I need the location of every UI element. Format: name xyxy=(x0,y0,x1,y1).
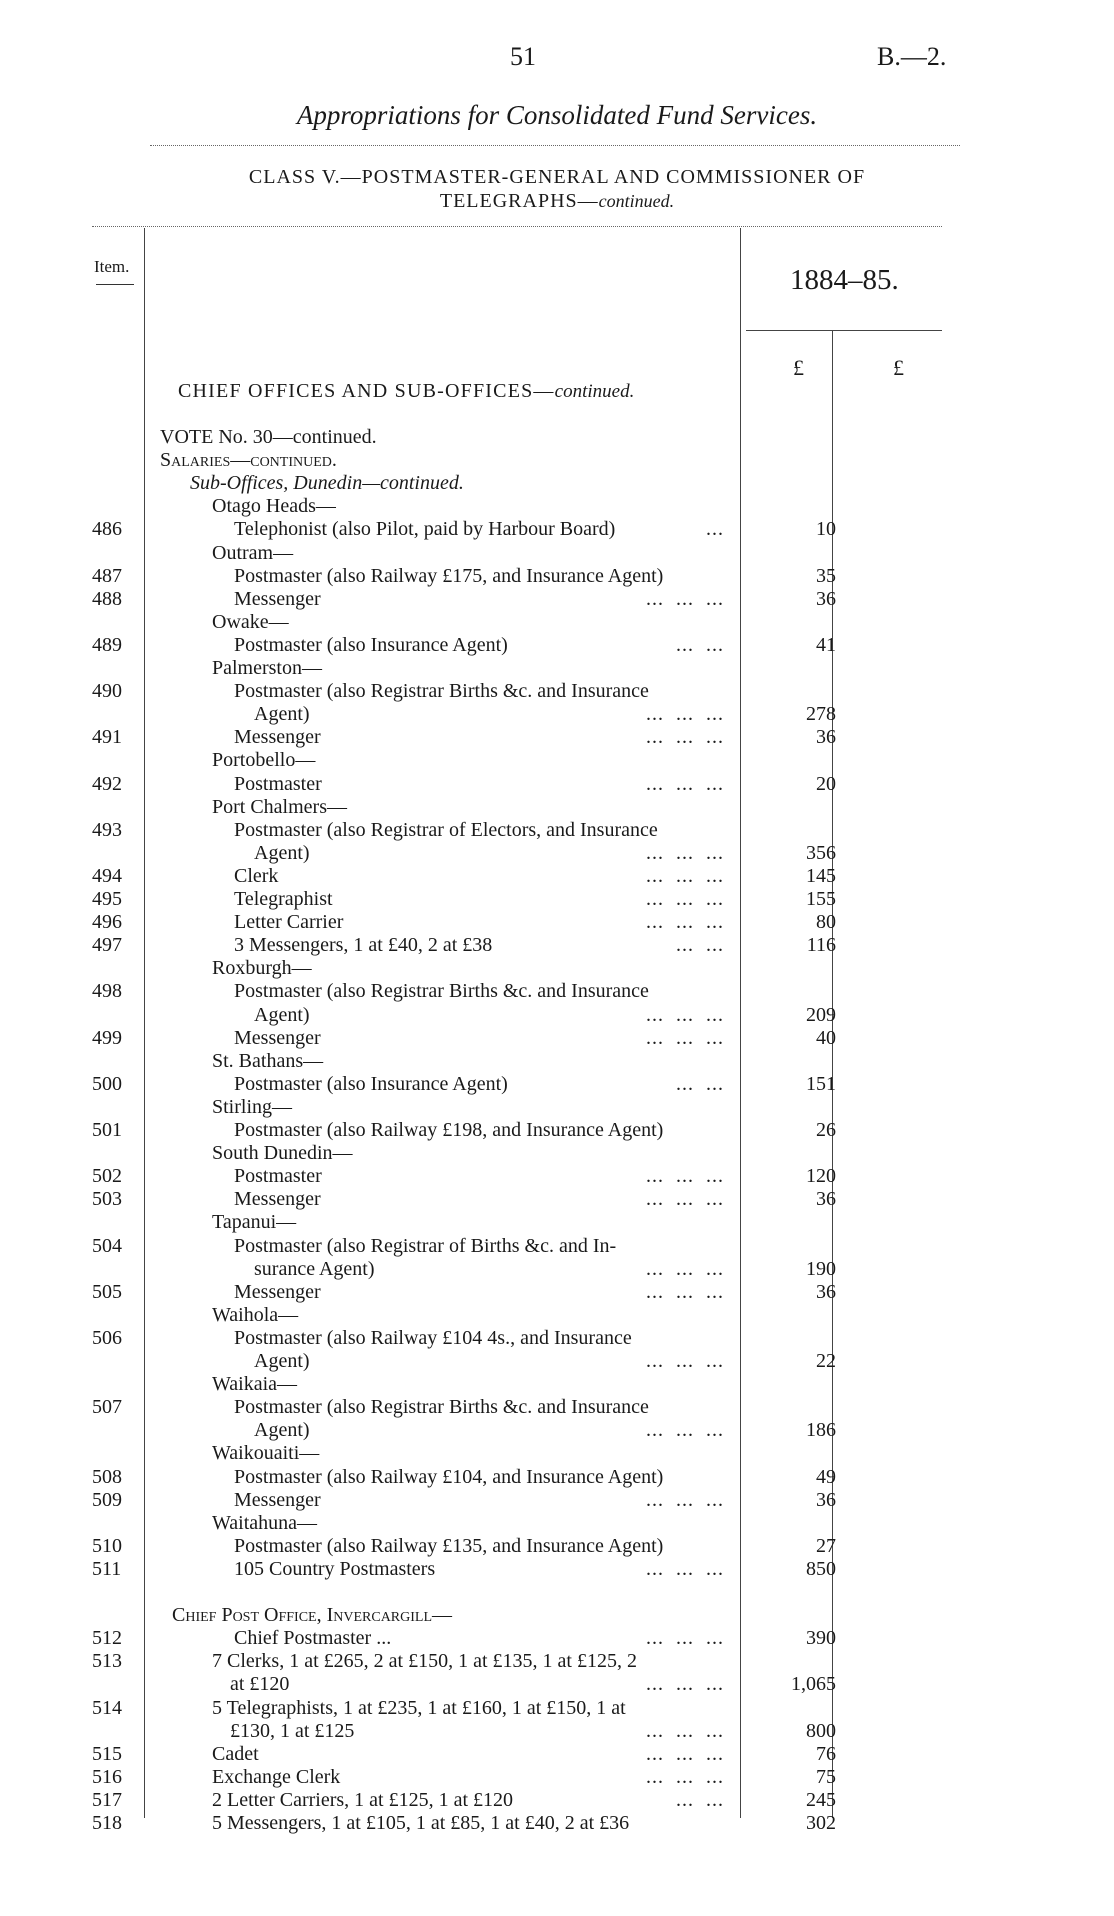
leader-dots: ... ... ... xyxy=(646,1488,724,1511)
item-number: 490 xyxy=(92,680,122,703)
table-row xyxy=(0,1742,1114,1766)
table-row xyxy=(0,541,1114,565)
table-row xyxy=(0,1095,1114,1119)
item-description: Messenger xyxy=(234,587,321,610)
page-number: 51 xyxy=(510,42,536,71)
amount-1884-85: 26 xyxy=(816,1119,836,1141)
class-heading-line2: TELEGRAPHS—continued. xyxy=(439,190,675,212)
item-number: 488 xyxy=(92,587,122,610)
item-description: Telephonist (also Pilot, paid by Harbour Board) xyxy=(234,518,616,541)
item-header-underline xyxy=(96,284,134,285)
table-row xyxy=(0,956,1114,980)
leader-dots: ... ... ... xyxy=(646,726,724,749)
item-number: 513 xyxy=(92,1650,122,1673)
amount-1884-85: 190 xyxy=(806,1257,836,1280)
item-description: Portobello— xyxy=(212,749,316,772)
table-row xyxy=(0,587,1114,611)
leader-dots: ... ... ... xyxy=(646,1280,724,1303)
amount-1884-85: 36 xyxy=(816,1488,836,1511)
table-row xyxy=(0,795,1114,819)
table-row xyxy=(0,1141,1114,1165)
amount-1884-85: 20 xyxy=(816,772,836,795)
amount-1884-85: 1,065 xyxy=(791,1673,836,1696)
item-description: Exchange Clerk xyxy=(212,1765,341,1788)
item-description: Agent) xyxy=(254,1350,310,1372)
item-description: 2 Letter Carriers, 1 at £125, 1 at £120 xyxy=(212,1788,514,1811)
amount-1884-85: 800 xyxy=(806,1719,836,1742)
item-description: Postmaster (also Insurance Agent) xyxy=(234,1072,508,1095)
table-row xyxy=(0,1326,1114,1350)
table-row xyxy=(0,772,1114,796)
item-description: Messenger xyxy=(234,1280,321,1303)
item-number: 487 xyxy=(92,564,122,587)
item-number: 503 xyxy=(92,1188,122,1211)
item-description: Agent) xyxy=(254,1003,310,1026)
amount-1884-85: 36 xyxy=(816,1280,836,1303)
item-description: Agent) xyxy=(254,841,310,864)
table-row xyxy=(0,564,1114,588)
item-description: Waikaia— xyxy=(212,1373,298,1396)
item-description: Chief Postmaster ... xyxy=(234,1627,392,1650)
item-description: St. Bathans— xyxy=(212,1049,324,1072)
table-row xyxy=(0,1672,1114,1696)
item-description: 7 Clerks, 1 at £265, 2 at £150, 1 at £135, 1 at £125, 2 xyxy=(212,1650,637,1673)
leader-dots: ... ... ... xyxy=(646,1165,724,1188)
item-description: Postmaster (also Railway £135, and Insurance Agent) xyxy=(234,1534,664,1557)
leader-dots: ... ... ... xyxy=(646,1627,724,1650)
amount-1884-85: 145 xyxy=(806,864,836,887)
item-description: Otago Heads— xyxy=(212,495,336,518)
table-top-rule xyxy=(92,226,942,227)
leader-dots: ... ... ... xyxy=(646,1719,724,1742)
table-row xyxy=(0,1696,1114,1720)
table-row xyxy=(0,841,1114,865)
table-row xyxy=(0,1118,1114,1142)
amount-1884-85: 850 xyxy=(806,1557,836,1580)
item-description: Messenger xyxy=(234,1188,321,1211)
table-row xyxy=(0,1164,1114,1188)
item-description: Postmaster (also Registrar Births &c. and Insurance xyxy=(234,680,649,703)
table-row xyxy=(0,748,1114,772)
item-description: Postmaster (also Registrar of Electors, and Insurance xyxy=(234,818,658,841)
leader-dots: ... ... ... xyxy=(646,888,724,910)
item-description: at £120 xyxy=(230,1673,290,1696)
item-number: 494 xyxy=(92,864,122,887)
leader-dots: ... ... ... xyxy=(646,587,724,610)
table-row xyxy=(0,1049,1114,1073)
table-row xyxy=(0,656,1114,680)
table-row xyxy=(0,702,1114,726)
item-number: 509 xyxy=(92,1488,122,1511)
table-row xyxy=(0,1003,1114,1027)
item-description: Agent) xyxy=(254,703,310,726)
item-number: 497 xyxy=(92,934,122,957)
amount-1884-85: 36 xyxy=(816,1188,836,1211)
item-number: 495 xyxy=(92,888,122,910)
item-description: Letter Carrier xyxy=(234,911,344,934)
year-header-rule xyxy=(746,330,942,331)
table-row xyxy=(0,425,1114,449)
leader-dots: ... ... xyxy=(676,934,724,957)
table-row xyxy=(0,818,1114,842)
table-row xyxy=(0,1187,1114,1211)
leader-dots: ... ... ... xyxy=(646,1557,724,1580)
leader-dots: ... ... ... xyxy=(646,1003,724,1026)
amount-1884-85: 245 xyxy=(806,1788,836,1811)
amount-1884-85: 35 xyxy=(816,564,836,587)
table-row xyxy=(0,1649,1114,1673)
item-description: £130, 1 at £125 xyxy=(230,1719,355,1742)
table-row xyxy=(0,933,1114,957)
amount-1884-85: 36 xyxy=(816,587,836,610)
leader-dots: ... ... xyxy=(676,633,724,656)
item-description: Clerk xyxy=(234,864,279,887)
item-number: 510 xyxy=(92,1534,122,1557)
table-row xyxy=(0,864,1114,888)
item-description: Messenger xyxy=(234,1488,321,1511)
amount-1884-85: 209 xyxy=(806,1003,836,1026)
amount-1884-85: 116 xyxy=(806,934,836,957)
table-row xyxy=(0,1418,1114,1442)
item-number: 496 xyxy=(92,911,122,934)
amount-1884-85: 22 xyxy=(816,1350,836,1372)
leader-dots: ... ... ... xyxy=(646,772,724,795)
table-row xyxy=(0,725,1114,749)
table-row xyxy=(0,1788,1114,1812)
item-number: 514 xyxy=(92,1696,122,1719)
table-row xyxy=(0,1072,1114,1096)
item-description: Owake— xyxy=(212,610,289,633)
table-row xyxy=(0,1395,1114,1419)
item-description: Postmaster (also Railway £104 4s., and Insurance xyxy=(234,1326,632,1349)
item-description: Postmaster (also Railway £198, and Insurance Agent) xyxy=(234,1119,664,1141)
item-description: Port Chalmers— xyxy=(212,795,347,818)
table-row xyxy=(0,610,1114,634)
leader-dots: ... ... ... xyxy=(646,864,724,887)
table-row xyxy=(0,1465,1114,1489)
item-number: 506 xyxy=(92,1326,122,1349)
item-description: 5 Telegraphists, 1 at £235, 1 at £160, 1 at £150, 1 at xyxy=(212,1696,626,1719)
amount-1884-85: 76 xyxy=(816,1742,836,1765)
item-description: Postmaster xyxy=(234,772,322,795)
table-row xyxy=(0,1557,1114,1581)
leader-dots: ... ... ... xyxy=(646,1188,724,1211)
table-row xyxy=(0,1603,1114,1627)
table-row xyxy=(0,1210,1114,1234)
item-number: 511 xyxy=(92,1557,122,1580)
item-description: Roxburgh— xyxy=(212,957,312,980)
table-row xyxy=(0,1349,1114,1373)
amount-1884-85: 40 xyxy=(816,1026,836,1049)
table-row xyxy=(0,471,1114,495)
item-number: 515 xyxy=(92,1742,122,1765)
item-number: 502 xyxy=(92,1165,122,1188)
leader-dots: ... ... ... xyxy=(646,1026,724,1049)
item-description: Postmaster (also Registrar Births &c. and Insurance xyxy=(234,980,649,1003)
amount-1884-85: 36 xyxy=(816,726,836,749)
item-description: Postmaster (also Insurance Agent) xyxy=(234,633,508,656)
item-description: Agent) xyxy=(254,1419,310,1442)
table-row xyxy=(0,979,1114,1003)
table-row xyxy=(0,517,1114,541)
item-number: 489 xyxy=(92,633,122,656)
leader-dots: ... ... ... xyxy=(646,841,724,864)
leader-dots: ... ... ... xyxy=(646,1419,724,1442)
pound-sign-col2: £ xyxy=(893,355,904,380)
leader-dots: ... xyxy=(706,518,724,541)
item-description: Postmaster (also Registrar of Births &c. and In- xyxy=(234,1234,617,1257)
table-row xyxy=(0,1303,1114,1327)
item-column-header: Item. xyxy=(94,257,130,276)
table-row xyxy=(0,1811,1114,1835)
table-row xyxy=(0,1441,1114,1465)
item-number: 507 xyxy=(92,1396,122,1419)
leader-dots: ... ... ... xyxy=(646,1257,724,1280)
amount-1884-85: 80 xyxy=(816,911,836,934)
amount-1884-85: 10 xyxy=(816,518,836,541)
item-number: 518 xyxy=(92,1812,122,1834)
pound-sign-col1: £ xyxy=(793,355,804,380)
table-row xyxy=(0,494,1114,518)
item-description: Waitahuna— xyxy=(212,1511,318,1534)
leader-dots: ... ... ... xyxy=(646,1742,724,1765)
table-row xyxy=(0,1719,1114,1743)
item-number: 504 xyxy=(92,1234,122,1257)
item-number: 517 xyxy=(92,1788,122,1811)
table-row xyxy=(0,1626,1114,1650)
item-number: 501 xyxy=(92,1119,122,1141)
item-description: Postmaster (also Registrar Births &c. and Insurance xyxy=(234,1396,649,1419)
leader-dots: ... ... xyxy=(676,1788,724,1811)
item-number: 491 xyxy=(92,726,122,749)
item-description: Postmaster xyxy=(234,1165,322,1188)
amount-1884-85: 302 xyxy=(806,1812,836,1834)
table-row xyxy=(0,1765,1114,1789)
item-number: 498 xyxy=(92,980,122,1003)
item-description: 105 Country Postmasters xyxy=(234,1557,436,1580)
item-description: Messenger xyxy=(234,1026,321,1049)
item-number: 500 xyxy=(92,1072,122,1095)
item-description: 5 Messengers, 1 at £105, 1 at £85, 1 at £40, 2 at £36 xyxy=(212,1812,630,1834)
amount-1884-85: 390 xyxy=(806,1627,836,1650)
amount-1884-85: 49 xyxy=(816,1465,836,1488)
item-description: Salaries—continued. xyxy=(160,449,337,472)
amount-1884-85: 155 xyxy=(806,888,836,910)
item-number: 512 xyxy=(92,1627,122,1650)
item-number: 516 xyxy=(92,1765,122,1788)
leader-dots: ... ... xyxy=(676,1072,724,1095)
item-number: 508 xyxy=(92,1465,122,1488)
item-description: Postmaster (also Railway £175, and Insurance Agent) xyxy=(234,564,664,587)
item-description: Chief Post Office, Invercargill— xyxy=(172,1604,453,1627)
page-title: Appropriations for Consolidated Fund Services. xyxy=(296,100,818,130)
table-row xyxy=(0,1026,1114,1050)
item-number: 486 xyxy=(92,518,122,541)
amount-1884-85: 120 xyxy=(806,1165,836,1188)
item-number: 499 xyxy=(92,1026,122,1049)
table-row xyxy=(0,1372,1114,1396)
table-row xyxy=(0,633,1114,657)
table-row xyxy=(0,679,1114,703)
item-description: Stirling— xyxy=(212,1095,293,1118)
table-row xyxy=(0,887,1114,911)
item-number: 505 xyxy=(92,1280,122,1303)
document-reference: B.—2. xyxy=(877,42,947,71)
amount-1884-85: 75 xyxy=(816,1765,836,1788)
item-description: Waikouaiti— xyxy=(212,1442,320,1465)
item-description: surance Agent) xyxy=(254,1257,375,1280)
item-description: Sub-Offices, Dunedin—continued. xyxy=(190,472,464,495)
item-number: 493 xyxy=(92,818,122,841)
item-description: Waihola— xyxy=(212,1303,299,1326)
item-description: Messenger xyxy=(234,726,321,749)
table-row xyxy=(0,1257,1114,1281)
table-row xyxy=(0,1280,1114,1304)
item-description: Tapanui— xyxy=(212,1211,297,1234)
table-row xyxy=(0,1234,1114,1258)
year-column-header: 1884–85. xyxy=(790,264,899,296)
item-description: Postmaster (also Railway £104, and Insurance Agent) xyxy=(234,1465,664,1488)
table-row xyxy=(0,910,1114,934)
item-description: Palmerston— xyxy=(212,657,322,679)
item-description: 3 Messengers, 1 at £40, 2 at £38 xyxy=(234,934,493,957)
amount-1884-85: 41 xyxy=(816,633,836,656)
leader-dots: ... ... ... xyxy=(646,1350,724,1372)
class-heading-line1: CLASS V.—POSTMASTER-GENERAL AND COMMISSIONER OF xyxy=(248,166,866,188)
item-description: Outram— xyxy=(212,541,294,564)
amount-1884-85: 27 xyxy=(816,1534,836,1557)
table-row xyxy=(0,1488,1114,1512)
item-description: South Dunedin— xyxy=(212,1142,353,1165)
section-heading: CHIEF OFFICES AND SUB-OFFICES—continued. xyxy=(178,380,635,402)
leader-dots: ... ... ... xyxy=(646,1765,724,1788)
table-row xyxy=(0,1534,1114,1558)
item-number: 492 xyxy=(92,772,122,795)
leader-dots: ... ... ... xyxy=(646,703,724,726)
amount-1884-85: 151 xyxy=(806,1072,836,1095)
title-rule xyxy=(150,145,960,146)
table-row xyxy=(0,1511,1114,1535)
leader-dots: ... ... ... xyxy=(646,1673,724,1696)
table-row xyxy=(0,448,1114,472)
item-description: Telegraphist xyxy=(234,888,333,910)
item-description: VOTE No. 30—continued. xyxy=(160,426,377,448)
amount-1884-85: 278 xyxy=(806,703,836,726)
table-row xyxy=(0,1580,1114,1604)
amount-1884-85: 356 xyxy=(806,841,836,864)
amount-1884-85: 186 xyxy=(806,1419,836,1442)
leader-dots: ... ... ... xyxy=(646,911,724,934)
item-description: Cadet xyxy=(212,1742,259,1765)
